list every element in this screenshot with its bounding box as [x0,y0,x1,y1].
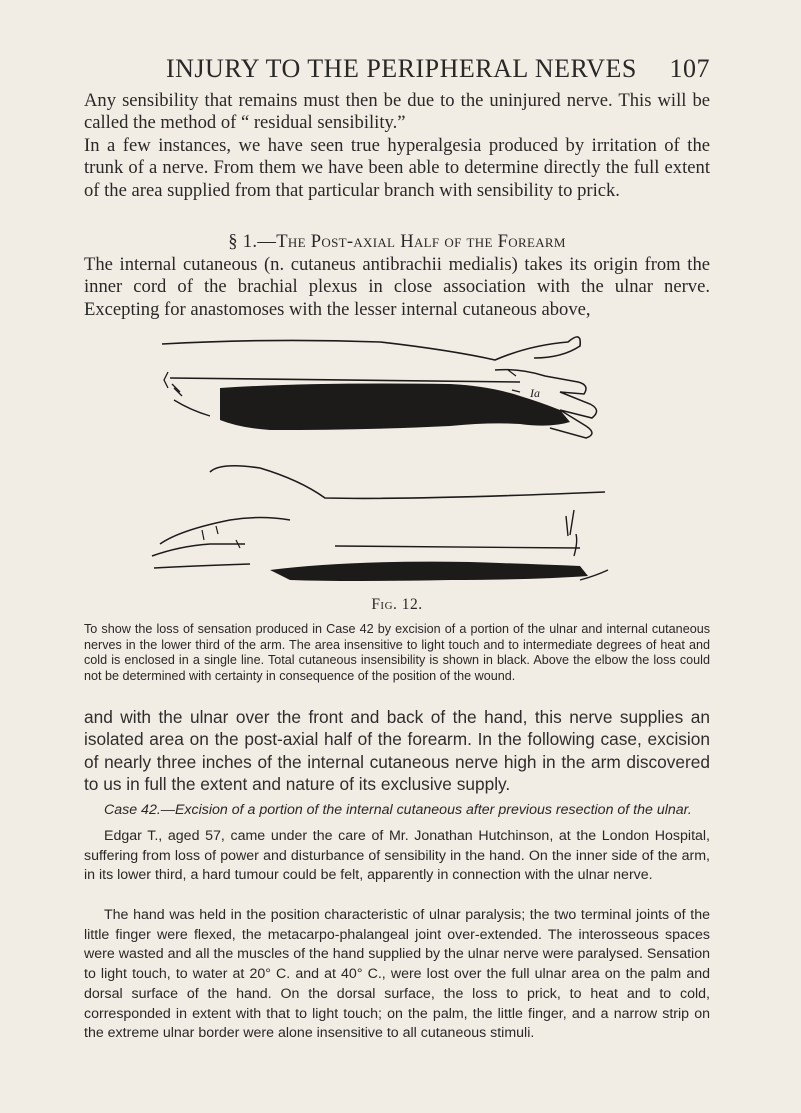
upper-insensitive-area [220,384,570,431]
paragraph-case-history: Edgar T., aged 57, came under the care of Mr. Jonathan Hutchinson, at the London Hospital, suffering from loss of power and disturbance of sensibility in the hand. On the inner side of the arm, in its lower third, a hard tumour could be felt, apparently in connection with the ulnar nerve. [84,828,710,884]
figure-12-illustration [150,330,640,600]
page-number: 107 [669,54,710,83]
upper-arm-outline [162,337,580,360]
lower-hand-top [160,518,290,545]
paragraph-hyperalgesia: In a few instances, we have seen true hyperalgesia produced by irritation of the trunk of a nerve. From them we have been able to determine directly the full extent of the area supplied from that particular branch with sensibility to prick. [84,135,710,201]
case-heading: Case 42.—Excision of a portion of the internal cutaneous after previous resection of the ulnar. [104,802,692,818]
running-header [166,54,710,90]
lower-inner-line [335,546,580,548]
running-title: INJURY TO THE PERIPHERAL NERVES [166,54,637,83]
lower-finger-line-2 [154,564,250,568]
arm-diagram [150,330,640,600]
section-heading: § 1.—The Post-axial Half of the Forearm [228,231,566,252]
figure-caption: To show the loss of sensation produced in Case 42 by excision of a portion of the ulnar and internal cutaneous nerves in the lower third of the arm. The area insensitive to light touch and to intermediate degrees of heat and cold is enclosed in a single line. Total cutaneous insensibility is shown in black. Above the elbow the loss could not be determined with certainty in consequence of the position of the wound. [84,622,710,683]
lower-arm-outline [210,466,605,499]
label-iia: IIa [532,409,546,423]
paragraph-case-findings: The hand was held in the position characteristic of ulnar paralysis; the two terminal joints of the little finger were flexed, the metacarpo-phalangeal joint over-extended. The interosseous spaces were wasted and all the muscles of the hand supplied by the ulnar nerve were paralysed. Sensation to light touch, to water at 20° C. and at 40° C., were lost over the full ulnar area on the palm and dorsal surface of the hand. On the dorsal surface, the loss to prick, to heat and to cold, corresponded in extent with that to light touch; on the palm, the little finger, and a narrow strip on the extreme ulnar border were alone insensitive to all cutaneous stimuli. [84,907,710,1042]
upper-elbow-line [174,400,210,416]
upper-hatch-marks [164,372,182,396]
figure-label: Fig. 12. [371,596,423,613]
paragraph-isolated-area: and with the ulnar over the front and back of the hand, this nerve supplies an isolated area on the post-axial half of the forearm. In the following case, excision of nearly three inches of the internal cutaneous nerve high in the arm discovered to us in full the extent and nature of its exclusive supply. [84,707,710,795]
lower-insensitive-area [270,562,588,581]
label-ia: Ia [530,386,540,400]
upper-inner-line [170,378,520,382]
lower-boundary-marks [566,510,577,556]
paragraph-internal-cutaneous: The internal cutaneous (n. cutaneus antibrachii medialis) takes its origin from the inner cord of the brachial plexus in close association with the ulnar nerve. Excepting for anastomoses with the lesser internal cutaneous above, [84,254,710,320]
lower-finger-line [152,544,245,556]
paragraph-residual-sensibility: Any sensibility that remains must then be due to the uninjured nerve. This will be called the method of “ residual sensibility.” [84,90,710,134]
